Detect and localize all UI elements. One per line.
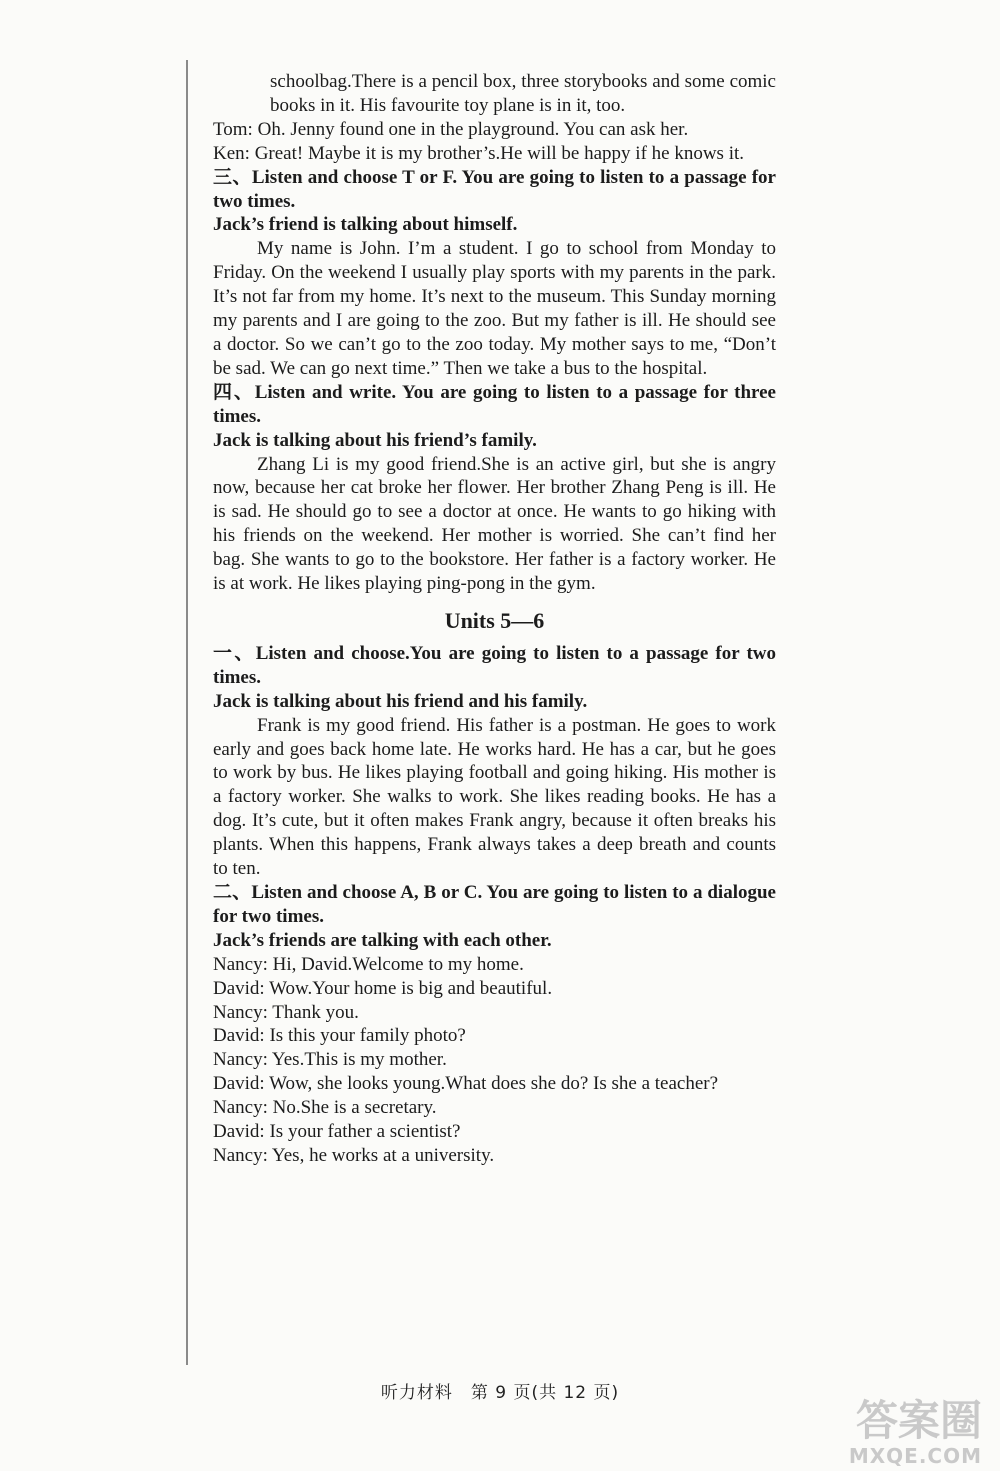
line-text: Is your father a scientist?	[269, 1121, 461, 1143]
watermark-top: 答案圈	[855, 1396, 982, 1445]
unit-heading: Units 5—6	[444, 607, 545, 633]
dialogue-line	[213, 1144, 776, 1168]
paragraph-continued: schoolbag.There is a pencil box, three storybooks and some comic books in it. His favourite toy plane is in it, too.	[270, 71, 776, 116]
dialogue-line	[213, 953, 776, 977]
speaker: Nancy:	[213, 1049, 268, 1071]
left-margin-rule	[186, 60, 188, 1365]
speaker: Nancy:	[213, 1001, 268, 1023]
speaker: David:	[213, 1025, 265, 1047]
dialogue-line-tom	[213, 118, 776, 142]
line-text: Great! Maybe it is my brother’s.He will be happy if he knows it.	[254, 142, 745, 164]
line-text: Hi, David.Welcome to my home.	[272, 953, 524, 975]
speaker: David:	[213, 977, 265, 999]
section-4-title: 四、Listen and write. You are going to listen to a passage for three times.	[213, 381, 776, 427]
watermark-logo	[782, 1398, 982, 1468]
line-text: Yes, he works at a university.	[271, 1144, 495, 1166]
section-4-subtitle: Jack is talking about his friend’s family.	[213, 429, 537, 451]
line-text: No.She is a secretary.	[272, 1097, 437, 1119]
watermark-bottom: MXQE.COM	[848, 1444, 982, 1468]
unit-section-1-subtitle: Jack is talking about his friend and his family.	[213, 690, 588, 712]
dialogue-line	[213, 1048, 776, 1072]
dialogue-line	[213, 1024, 776, 1048]
speaker: David:	[213, 1073, 265, 1095]
section-3-passage: My name is John. I’m a student. I go to school from Monday to Friday. On the weekend I usually play sports with my parents in the park. It’s not far from my home. It’s next to the museum. This Sunday morning my parents and I are going to the zoo. But my father is ill. He should see a doctor. So we can’t go to the zoo today. My mother says to me, “Don’t be sad. We can go next time.” Then we take a bus to the hospital.	[213, 238, 776, 379]
speaker: Nancy:	[213, 953, 268, 975]
speaker: Nancy:	[213, 1144, 268, 1166]
line-text: Wow, she looks young.What does she do? Is she a teacher?	[269, 1073, 719, 1095]
page-content	[213, 70, 776, 1168]
dialogue-line-ken	[213, 142, 776, 166]
section-3-title: 三、Listen and choose T or F. You are going to listen to a passage for two times.	[213, 166, 776, 212]
dialogue-line	[213, 1072, 776, 1096]
line-text: Thank you.	[272, 1001, 359, 1023]
line-text: Yes.This is my mother.	[271, 1049, 447, 1071]
section-3-subtitle: Jack’s friend is talking about himself.	[213, 214, 518, 236]
dialogue-line	[213, 1120, 776, 1144]
line-text: Wow.Your home is big and beautiful.	[269, 977, 553, 999]
unit-section-1-passage: Frank is my good friend. His father is a postman. He goes to work early and goes back home late. He works hard. He has a car, but he goes to work by bus. He likes playing football and going hiking. His mother is a factory worker. She walks to work. She likes reading books. He has a dog. It’s cute, but it often makes Frank angry, because it often breaks his plants. When this happens, Frank always takes a deep breath and counts to ten.	[213, 714, 776, 880]
speaker: Tom:	[213, 118, 253, 140]
unit-section-2-subtitle: Jack’s friends are talking with each other.	[213, 929, 552, 951]
speaker: Nancy:	[213, 1097, 268, 1119]
page-footer: 听力材料 第 9 页(共 12 页)	[380, 1383, 620, 1403]
speaker: David:	[213, 1121, 265, 1143]
dialogue-line	[213, 1001, 776, 1025]
line-text: Is this your family photo?	[269, 1025, 466, 1047]
dialogue-line	[213, 1096, 776, 1120]
speaker: Ken:	[213, 142, 250, 164]
unit-section-1-title: 一、Listen and choose.You are going to listen to a passage for two times.	[213, 642, 776, 688]
line-text: Oh. Jenny found one in the playground. You can ask her.	[257, 118, 689, 140]
unit-section-2-title: 二、Listen and choose A, B or C. You are going to listen to a dialogue for two times.	[213, 882, 776, 927]
section-4-passage: Zhang Li is my good friend.She is an active girl, but she is angry now, because her cat broke her flower. Her brother Zhang Peng is ill. He is sad. He should go to see a doctor at once. He wants to go hiking with his friends on the weekend. Her mother is worried. She can’t find her bag. She wants to go to the bookstore. Her father is a factory worker. He is at work. He likes playing ping-pong in the gym.	[213, 453, 776, 595]
dialogue-line	[213, 977, 776, 1001]
